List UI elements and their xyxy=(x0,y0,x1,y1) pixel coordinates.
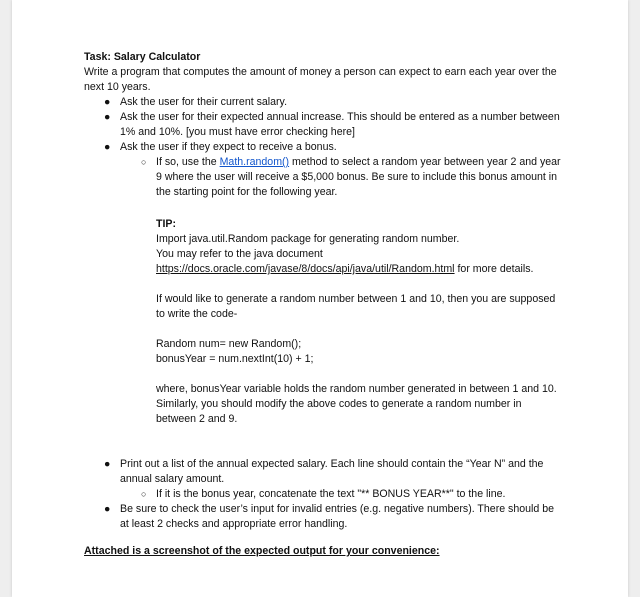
bullet-icon: ● xyxy=(104,141,111,153)
circle-bullet-icon: ○ xyxy=(141,489,147,499)
intro-paragraph: Write a program that computes the amount of money a person can expect to earn each year over the next 10 years. xyxy=(84,66,557,93)
document-page xyxy=(12,0,628,597)
tip-random-paragraph: If would like to generate a random number between 1 and 10, then you are supposed to write the code- xyxy=(156,293,556,320)
tip-doc-line: https://docs.oracle.com/javase/8/docs/api/java/util/Random.html for more details. xyxy=(156,263,534,275)
bullet-icon: ● xyxy=(104,458,111,470)
circle-bullet-icon: ○ xyxy=(141,157,147,167)
tip-where-paragraph: where, bonusYear variable holds the random number generated in between 1 and 10. Similarly, you should modify the above codes to generate a random number in between 2 and 9. xyxy=(156,383,557,425)
code-line-1: Random num= new Random(); xyxy=(156,338,302,350)
bullet-input-check: ● Be sure to check the user’s input for invalid entries (e.g. negative numbers). There should be at least 2 checks and appropriate error handling. xyxy=(104,503,554,530)
tip-heading: TIP: xyxy=(156,218,177,230)
sub-bullet-bonus-year: ○ If it is the bonus year, concatenate the text "** BONUS YEAR**" to the line. xyxy=(141,488,506,500)
tip-block xyxy=(84,217,564,427)
requirements-list xyxy=(84,95,564,200)
sub-bullet-random-year: ○ If so, use the Math.random() method to select a random year between year 2 and year 9 where the user will receive a $5,000 bonus. Be sure to include this bonus amount in the starting point for the following year. xyxy=(141,156,561,198)
bullet-current-salary: ● Ask the user for their current salary. xyxy=(104,96,288,108)
task-title: Task: Salary Calculator xyxy=(84,51,201,63)
bullet-icon: ● xyxy=(104,503,111,515)
bullet-print-list: ● Print out a list of the annual expected salary. Each line should contain the “Year N” and the annual salary amount. xyxy=(104,458,544,485)
bullet-icon: ● xyxy=(104,96,111,108)
math-random-link[interactable]: Math.random() xyxy=(219,156,290,168)
output-requirements-list xyxy=(84,457,564,532)
screenshot-note: Attached is a screenshot of the expected output for your convenience: xyxy=(84,545,440,557)
tip-line-refer: You may refer to the java document xyxy=(156,248,323,260)
bullet-icon: ● xyxy=(104,111,111,123)
document-content xyxy=(84,50,564,559)
code-line-2: bonusYear = num.nextInt(10) + 1; xyxy=(156,353,314,365)
bullet-bonus-question: ● Ask the user if they expect to receive a bonus. xyxy=(104,141,337,153)
bullet-annual-increase: ● Ask the user for their expected annual increase. This should be entered as a number between 1% and 10%. [you must have error checking here] xyxy=(104,111,560,138)
tip-line-import: Import java.util.Random package for generating random number. xyxy=(156,233,460,245)
java-doc-link[interactable]: https://docs.oracle.com/javase/8/docs/api/java/util/Random.html xyxy=(156,263,455,275)
